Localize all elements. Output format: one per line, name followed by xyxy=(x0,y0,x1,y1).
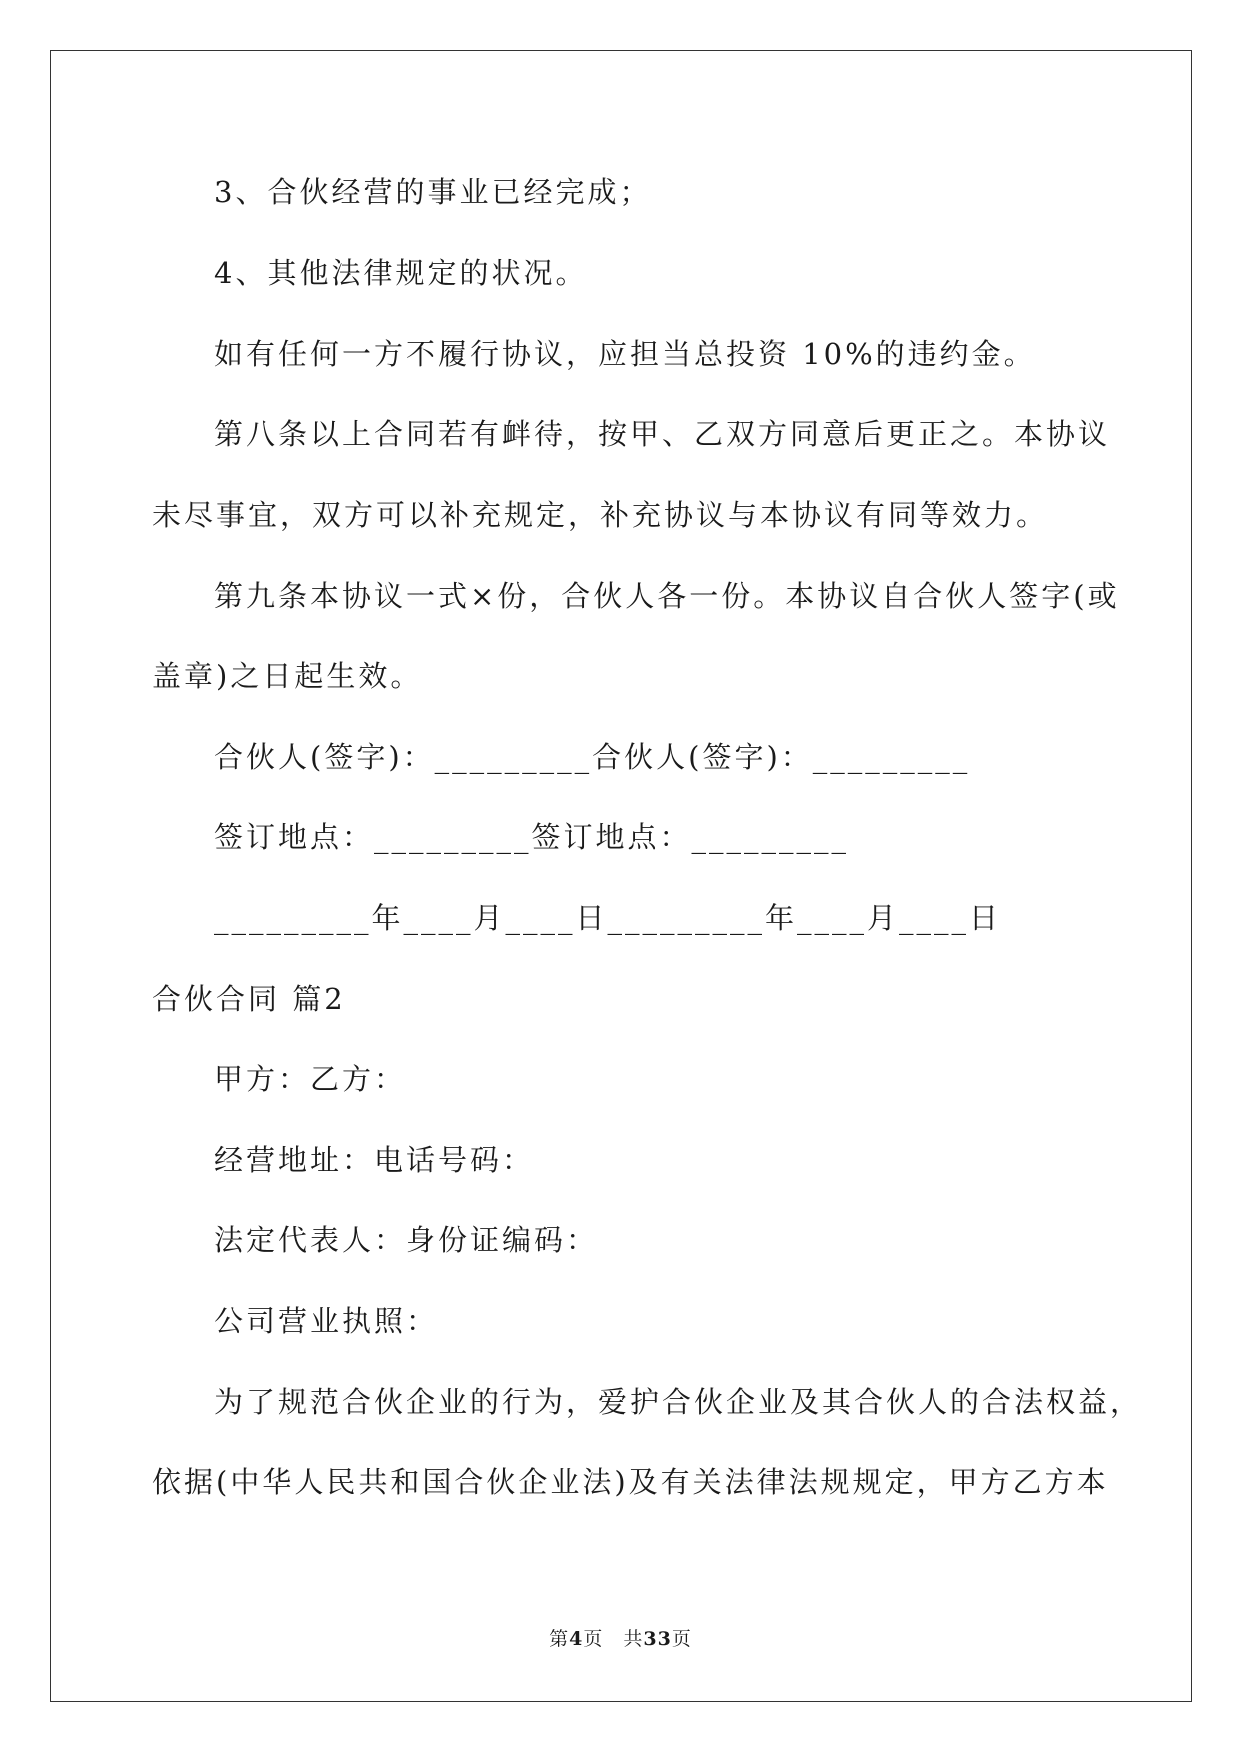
page-border xyxy=(50,50,1192,1702)
preamble-line-1: 为了规范合伙企业的行为，爱护合伙企业及其合伙人的合法权益， xyxy=(214,1385,1143,1419)
current-page-number: 4 xyxy=(569,1628,584,1650)
page-separator: 页 共 xyxy=(583,1628,644,1650)
page-suffix: 页 xyxy=(671,1628,692,1650)
business-license-line: 公司营业执照： xyxy=(214,1304,439,1338)
penalty-paragraph: 如有任何一方不履行协议，应担当总投资 10%的违约金。 xyxy=(214,337,1036,371)
representative-id-line: 法定代表人：身份证编码： xyxy=(214,1223,599,1257)
section-heading: 合伙合同 篇2 xyxy=(152,982,346,1016)
party-line: 甲方：乙方： xyxy=(214,1062,407,1096)
article-9-line-2: 盖章)之日起生效。 xyxy=(152,659,423,693)
article-8-line-1: 第八条以上合同若有衅待，按甲、乙双方同意后更正之。本协议 xyxy=(214,417,1111,451)
signing-date-line: _________年____月____日_________年____月____日 xyxy=(214,901,1002,935)
clause-item-3: 3、合伙经营的事业已经完成； xyxy=(214,175,652,209)
partner-signature-line: 合伙人(签字)：_________合伙人(签字)：_________ xyxy=(214,740,971,774)
address-phone-line: 经营地址：电话号码： xyxy=(214,1143,535,1177)
clause-item-4: 4、其他法律规定的状况。 xyxy=(214,256,588,290)
page-prefix: 第 xyxy=(549,1628,570,1650)
article-8-line-2: 未尽事宜，双方可以补充规定，补充协议与本协议有同等效力。 xyxy=(152,498,1049,532)
page-footer xyxy=(0,1626,1241,1652)
article-9-line-1: 第九条本协议一式×份，合伙人各一份。本协议自合伙人签字(或 xyxy=(214,579,1120,613)
signing-place-line: 签订地点：_________签订地点：_________ xyxy=(214,820,850,854)
total-page-count: 33 xyxy=(643,1628,672,1650)
preamble-line-2: 依据(中华人民共和国合伙企业法)及有关法律法规规定，甲方乙方本 xyxy=(152,1465,1109,1499)
